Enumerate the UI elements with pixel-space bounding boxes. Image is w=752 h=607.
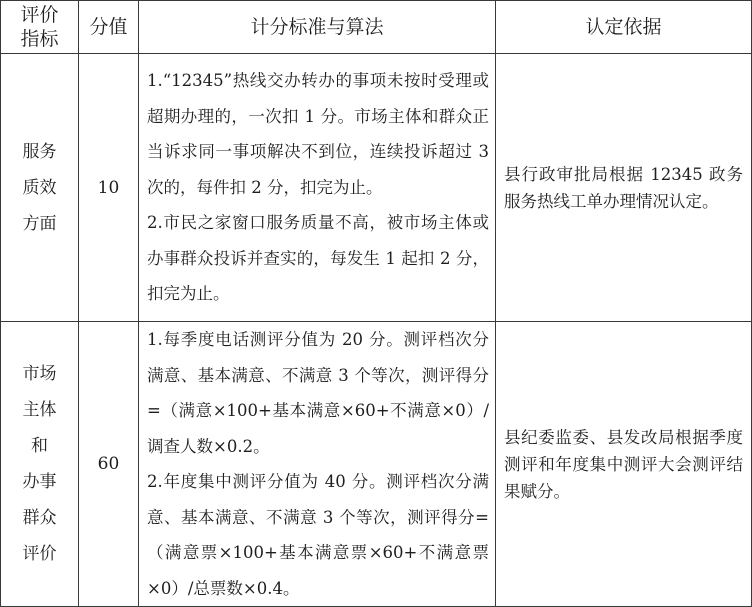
table-row	[1, 54, 752, 322]
basis-cell	[496, 322, 752, 607]
indicator-line: 群众	[22, 508, 57, 528]
table-header-row	[1, 1, 752, 54]
standard-item: 2.年度集中测评分值为 40 分。测评档次分满意、基本满意、不满意 3 个等次，测评得分=（满意票×100+基本满意票×60+不满意票×0）/总票数×0.4。	[147, 472, 489, 598]
basis-text: 县行政审批局根据 12345 政务服务热线工单办理情况认定。	[504, 164, 743, 211]
header-score: 分值	[79, 1, 139, 54]
indicator-line: 服务	[22, 141, 57, 162]
header-standard: 计分标准与算法	[139, 1, 496, 54]
standard-item: 2.市民之家窗口服务质量不高，被市场主体或办事群众投诉并查实的，每发生 1 起扣 2 分，扣完为止。	[147, 213, 489, 304]
standard-cell	[139, 322, 496, 607]
indicator-line: 市场	[22, 364, 57, 384]
standard-cell	[139, 54, 496, 322]
table-row	[1, 322, 752, 607]
indicator-cell	[1, 54, 79, 322]
indicator-line: 和	[31, 436, 48, 456]
header-basis: 认定依据	[496, 1, 752, 54]
indicator-line: 质效	[22, 177, 57, 198]
header-indicator-line: 指标	[20, 28, 59, 50]
standard-item: 1.“12345”热线交办转办的事项未按时受理或超期办理的，一次扣 1 分。市场主体和群众正当诉求同一事项解决不到位，连续投诉超过 3 次的，每件扣 2 分，扣完为止。	[147, 71, 489, 197]
score-cell: 60	[79, 322, 139, 607]
basis-cell	[496, 54, 752, 322]
standard-item: 1.每季度电话测评分值为 20 分。测评档次分满意、基本满意、不满意 3 个等次，测评得分=（满意×100+基本满意×60+不满意×0）/调查人数×0.2。	[147, 330, 489, 456]
score-cell: 10	[79, 54, 139, 322]
indicator-line: 主体	[22, 400, 57, 420]
header-indicator-line: 评价	[20, 4, 59, 26]
header-indicator	[1, 1, 79, 54]
basis-text: 县纪委监委、县发改局根据季度测评和年度集中测评大会测评结果赋分。	[504, 427, 743, 501]
indicator-line: 方面	[22, 213, 57, 234]
indicator-line: 办事	[22, 472, 57, 492]
indicator-cell	[1, 322, 79, 607]
indicator-line: 评价	[22, 544, 57, 564]
